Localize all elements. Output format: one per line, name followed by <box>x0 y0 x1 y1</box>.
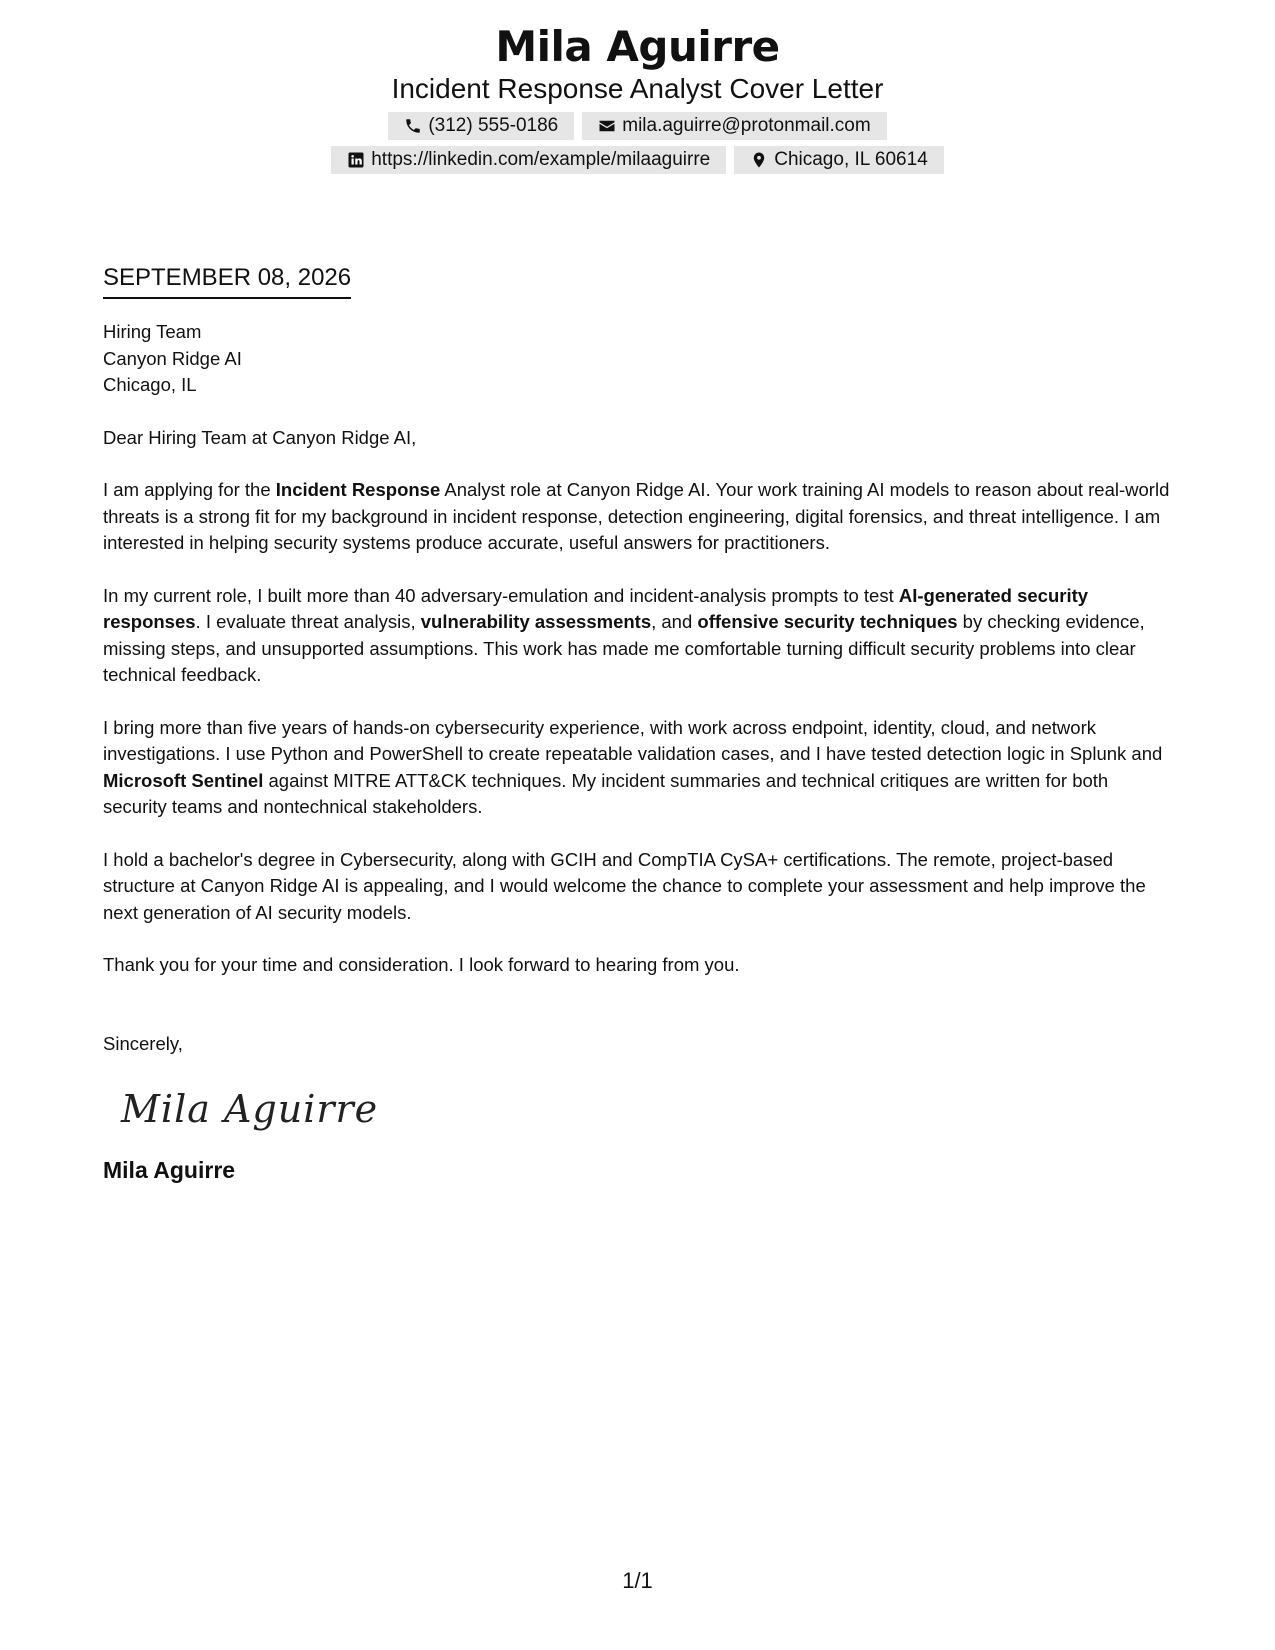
letter-body <box>103 262 1173 1184</box>
contact-phone <box>388 112 574 140</box>
text-run: In my current role, I built more than 40 adversary-emulation and incident-analysis prompts to test <box>103 584 899 606</box>
greeting: Dear Hiring Team at Canyon Ridge AI, <box>103 426 417 448</box>
handwritten-signature: Mila Aguirre <box>121 1087 379 1131</box>
bold-run: offensive security techniques <box>697 611 958 632</box>
contact-location <box>734 146 944 174</box>
text-run: by checking evidence, missing steps, and unsupported assumptions. This work has made me comfortable turning difficult security problems into clear technical feedback. <box>103 611 1145 685</box>
location-pin-icon <box>750 151 768 169</box>
contact-email-text[interactable]: mila.aguirre@protonmail.com <box>622 115 871 136</box>
recipient-line: Chicago, IL <box>103 374 197 395</box>
recipient-line: Hiring Team <box>103 321 202 342</box>
linkedin-icon <box>347 151 365 169</box>
contact-email[interactable] <box>582 112 886 140</box>
paragraph-thanks: Thank you for your time and consideration. I look forward to hearing from you. <box>103 954 740 975</box>
applicant-name: Mila Aguirre <box>495 22 780 71</box>
bold-run: Incident Response <box>275 479 441 500</box>
bold-run: Microsoft Sentinel <box>103 769 264 791</box>
phone-icon <box>404 117 422 135</box>
text-run: , and <box>651 611 698 632</box>
paragraph-intro <box>103 477 1173 557</box>
signer-name: Mila Aguirre <box>103 1157 236 1183</box>
contact-phone-text: (312) 555-0186 <box>428 115 559 136</box>
text-run: against MITRE ATT&CK techniques. My incident summaries and technical critiques are written for both security teams and nontechnical stakeholders. <box>103 769 1109 817</box>
recipient-line: Canyon Ridge AI <box>103 347 242 369</box>
paragraph-education: I hold a bachelor's degree in Cybersecurity, along with GCIH and CompTIA CySA+ certifications. The remote, project-based structure at Canyon Ridge AI is appealing, and I would welcome the chance to complete your assessment and help improve the next generation of AI security models. <box>103 848 1146 923</box>
text-run: . I evaluate threat analysis, <box>195 611 421 632</box>
paragraph-experience <box>103 715 1173 821</box>
contact-linkedin-text[interactable]: https://linkedin.com/example/milaaguirre <box>371 149 711 170</box>
text-run: I bring more than five years of hands-on cybersecurity experience, with work across endpoint, identity, cloud, and network investigations. I use Python and PowerShell to create repeatable validation cases, and I have tested detection logic in Splunk and <box>103 716 1163 764</box>
document-subtitle: Incident Response Analyst Cover Letter <box>391 73 884 104</box>
letter-date: SEPTEMBER 08, 2026 <box>103 262 351 299</box>
contact-linkedin[interactable] <box>331 146 726 174</box>
paragraph-current-role <box>103 583 1173 689</box>
bold-run: vulnerability assessments <box>420 611 652 632</box>
recipient-block <box>103 319 1173 399</box>
text-run: Analyst role at Canyon Ridge AI. Your work training AI models to reason about real-world threats is a strong fit for my background in incident response, detection engineering, digital forensics, and threat intelligence. I am interested in helping security systems produce accurate, useful answers for practitioners. <box>103 479 1170 553</box>
closing: Sincerely, <box>103 1032 183 1054</box>
envelope-icon <box>598 117 616 135</box>
text-run: I am applying for the <box>103 479 276 500</box>
page-number: 1/1 <box>622 1568 653 1593</box>
contact-location-text: Chicago, IL 60614 <box>774 149 928 170</box>
bold-run: AI-generated security responses <box>103 584 1089 632</box>
contact-bar <box>188 112 1088 174</box>
letter-header <box>0 0 1275 174</box>
